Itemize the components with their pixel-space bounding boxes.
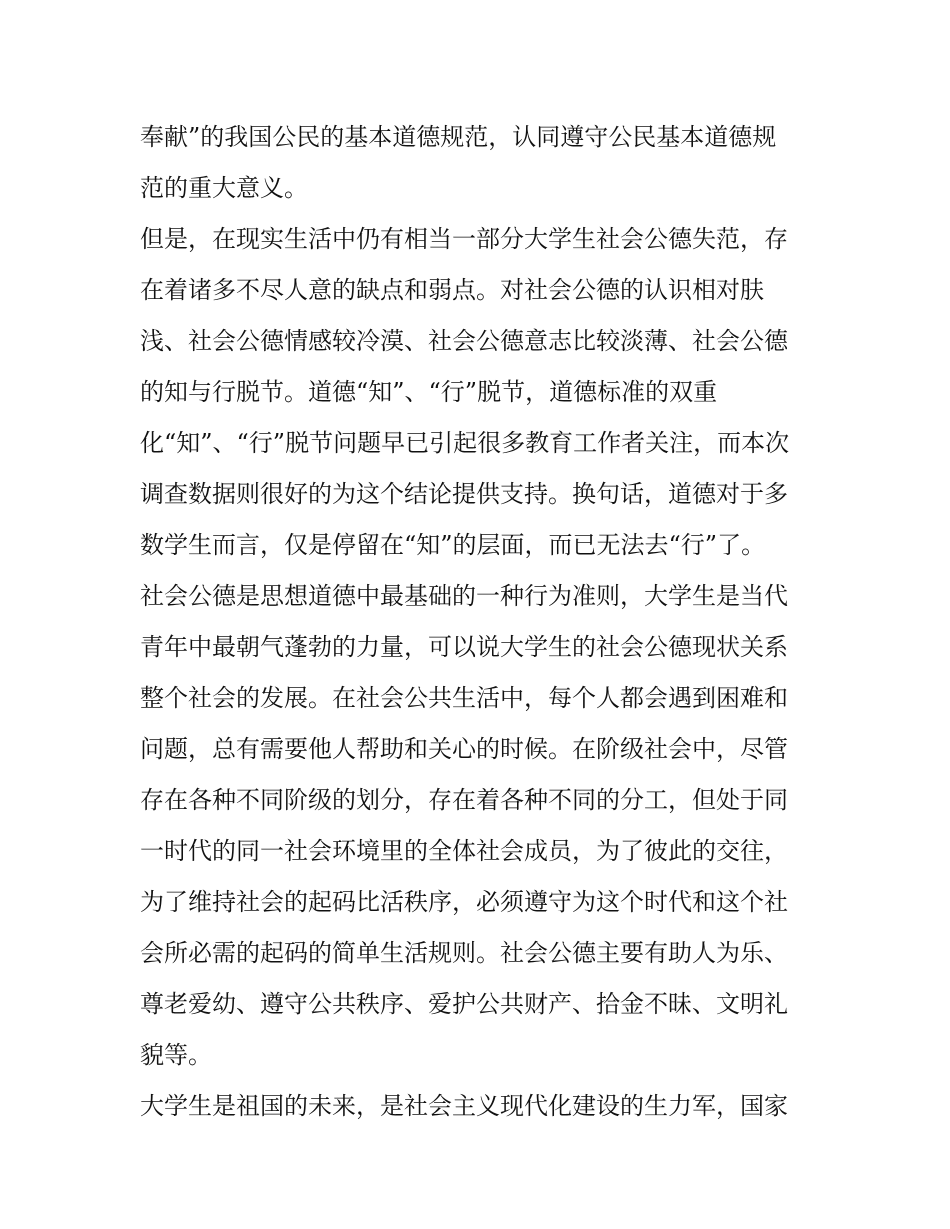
body-text bbox=[140, 112, 820, 1132]
text-line: 整个社会的发展。在社会公共生活中，每个人都会遇到困难和 bbox=[140, 684, 788, 712]
text-line: 化“知”、“行”脱节问题早已引起很多教育工作者关注，而本次 bbox=[140, 429, 790, 457]
text-line: 范的重大意义。 bbox=[140, 174, 308, 202]
text-line: 会所必需的起码的简单生活规则。社会公德主要有助人为乐、 bbox=[140, 939, 788, 967]
text-line: 存在各种不同阶级的划分，存在着各种不同的分工，但处于同 bbox=[140, 786, 788, 814]
text-line: 为了维持社会的起码比活秩序，必须遵守为这个时代和这个社 bbox=[140, 888, 788, 916]
text-line: 貌等。 bbox=[140, 1041, 212, 1069]
text-line: 浅、社会公德情感较冷漠、社会公德意志比较淡薄、社会公德 bbox=[140, 327, 788, 355]
text-line: 在着诸多不尽人意的缺点和弱点。对社会公德的认识相对肤 bbox=[140, 276, 764, 304]
text-line: 一时代的同一社会环境里的全体社会成员，为了彼此的交往， bbox=[140, 837, 788, 865]
text-line: 但是，在现实生活中仍有相当一部分大学生社会公德失范，存 bbox=[140, 225, 788, 253]
paragraph bbox=[140, 571, 820, 1081]
text-line: 大学生是祖国的未来，是社会主义现代化建设的生力军，国家 bbox=[140, 1092, 788, 1120]
text-line: 奉献”的我国公民的基本道德规范，认同遵守公民基本道德规 bbox=[140, 123, 777, 151]
text-line: 调查数据则很好的为这个结论提供支持。换句话，道德对于多 bbox=[140, 480, 788, 508]
text-line: 数学生而言，仅是停留在“知”的层面，而已无法去“行”了。 bbox=[140, 531, 766, 559]
text-line: 社会公德是思想道德中最基础的一种行为准则，大学生是当代 bbox=[140, 582, 788, 610]
paragraph bbox=[140, 214, 820, 571]
paragraph bbox=[140, 1081, 820, 1132]
text-line: 的知与行脱节。道德“知”、“行”脱节，道德标准的双重 bbox=[140, 378, 718, 406]
text-line: 青年中最朝气蓬勃的力量，可以说大学生的社会公德现状关系 bbox=[140, 633, 788, 661]
paragraph bbox=[140, 112, 820, 214]
text-line: 尊老爱幼、遵守公共秩序、爱护公共财产、拾金不昧、文明礼 bbox=[140, 990, 788, 1018]
text-line: 问题，总有需要他人帮助和关心的时候。在阶级社会中，尽管 bbox=[140, 735, 788, 763]
